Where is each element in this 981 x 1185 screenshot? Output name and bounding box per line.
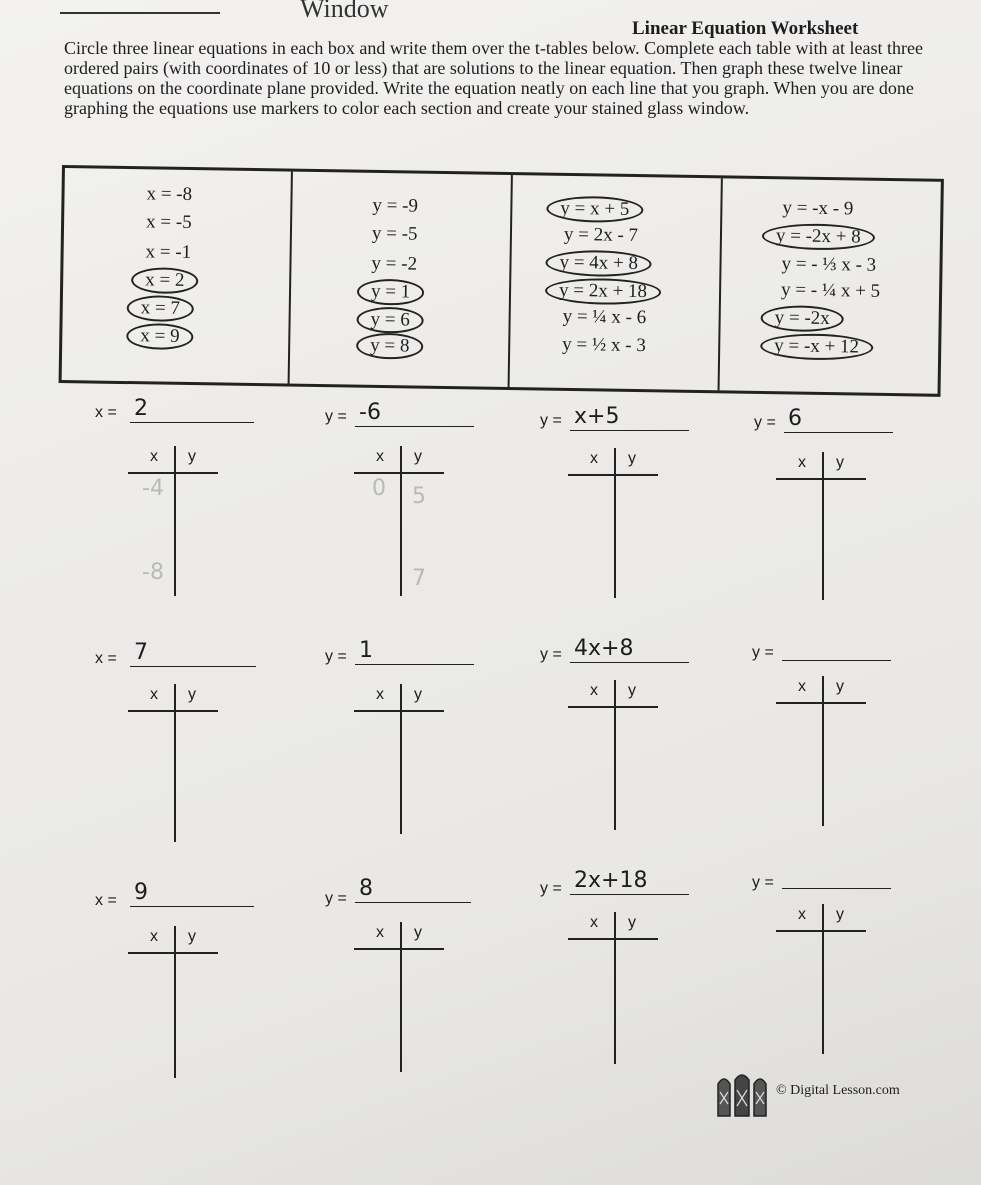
t-table-x-header: x (798, 906, 806, 923)
t-table (128, 684, 218, 712)
equation-option[interactable]: y = -2 (371, 252, 418, 275)
equation-option[interactable]: y = -x - 9 (782, 197, 854, 220)
eq-answer-line[interactable]: 4x+8 (570, 638, 689, 663)
eq-label: y = (325, 890, 347, 907)
equation-option[interactable]: y = - ⅓ x - 3 (781, 253, 877, 276)
equation-option-circled[interactable]: x = 2 (131, 267, 199, 294)
eq-label: y = (752, 874, 774, 891)
equation-option-circled[interactable]: y = -2x + 8 (762, 223, 875, 251)
equation-option[interactable]: x = -8 (146, 183, 193, 206)
equation-box-negative-slope (720, 178, 941, 393)
equation-option[interactable]: y = ¼ x - 6 (562, 305, 647, 329)
eq-answer-line[interactable]: -6 (355, 402, 474, 427)
t-table-x-header: x (798, 678, 806, 695)
t-table-x-header: x (150, 448, 158, 465)
equation-option-circled[interactable]: y = 1 (357, 279, 425, 306)
eq-answer-line[interactable] (782, 864, 891, 889)
equation-option-circled[interactable]: y = 2x + 18 (545, 278, 661, 306)
equation-option-circled[interactable]: y = 6 (356, 307, 424, 334)
eq-label: y = (540, 880, 562, 897)
eq-label: x = (95, 404, 117, 421)
eq-answer-line[interactable]: 2 (130, 398, 254, 423)
t-table-y-header: y (628, 450, 636, 467)
equation-option[interactable]: y = ½ x - 3 (562, 333, 646, 357)
decorative-border (60, 0, 220, 14)
eq-label: y = (540, 646, 562, 663)
t-table-y-header: y (188, 448, 196, 465)
eq-label: y = (752, 644, 774, 661)
instructions: Circle three linear equations in each box and write them over the t-tables below. Complete each table with at least three ordered pairs (with coordinates of 10 or less) that are solutions to the linear equation. Then graph these twelve linear equations on the coordinate plane provided. Write the equation neatly on each line that you graph. When you are done graphing the equations use markers to color each section and create your stained glass window. (64, 38, 924, 118)
t-table-x-header: x (150, 686, 158, 703)
t-table-y-header: y (188, 686, 196, 703)
eq-answer-line[interactable]: 9 (130, 882, 254, 907)
eq-answer-line[interactable]: 8 (355, 878, 471, 903)
eq-answer-line[interactable] (782, 636, 891, 661)
t-table-x-header: x (376, 924, 384, 941)
t-table-x-header: x (798, 454, 806, 471)
equation-option[interactable]: y = -5 (371, 222, 418, 245)
eq-answer-line[interactable]: 6 (784, 408, 893, 433)
window-heading: Window (300, 0, 389, 23)
equation-box-horizontal (290, 172, 513, 387)
equation-box-positive-slope (510, 175, 723, 390)
t-table-y-header: y (628, 914, 636, 931)
eq-label: y = (325, 648, 347, 665)
eq-answer-line[interactable]: 7 (130, 642, 256, 667)
equation-option[interactable]: y = - ¼ x + 5 (780, 279, 881, 302)
stained-glass-window-icon (716, 1070, 768, 1118)
t-table-x-header: x (376, 448, 384, 465)
equation-option-circled[interactable]: y = -2x (760, 305, 843, 332)
t-table (776, 452, 866, 480)
t-table-y-header: y (188, 928, 196, 945)
t-table-y-header: y (628, 682, 636, 699)
worksheet-title: Linear Equation Worksheet (632, 18, 859, 39)
t-table-x-header: x (590, 682, 598, 699)
eq-label: y = (540, 412, 562, 429)
t-table-y-header: y (836, 678, 844, 695)
t-table-y-header: y (836, 454, 844, 471)
eq-answer-line[interactable]: 1 (355, 640, 474, 665)
equation-option-circled[interactable]: y = 4x + 8 (545, 250, 652, 278)
t-table (354, 922, 444, 950)
equation-box-vertical (62, 168, 293, 384)
copyright-footer: © Digital Lesson.com (776, 1083, 900, 1098)
t-table (354, 684, 444, 712)
t-table (354, 446, 444, 474)
t-table-y-header: y (414, 686, 422, 703)
t-table-y-header: y (414, 448, 422, 465)
eq-label: y = (325, 408, 347, 425)
eq-answer-line[interactable]: 2x+18 (570, 870, 689, 895)
equation-option[interactable]: y = -9 (372, 194, 419, 217)
equation-option-circled[interactable]: y = -x + 12 (760, 333, 873, 361)
equation-option[interactable]: x = -1 (145, 241, 192, 264)
t-table (128, 926, 218, 954)
t-table-x-header: x (376, 686, 384, 703)
t-table (128, 446, 218, 474)
eq-label: x = (95, 650, 117, 667)
eq-label: y = (754, 414, 776, 431)
eq-label: x = (95, 892, 117, 909)
equation-option[interactable]: x = -5 (145, 211, 192, 234)
t-table (568, 912, 658, 940)
equation-option-circled[interactable]: y = x + 5 (546, 196, 643, 224)
t-table-x-header: x (590, 914, 598, 931)
t-table-y-header: y (836, 906, 844, 923)
t-table-x-header: x (590, 450, 598, 467)
t-table-y-header: y (414, 924, 422, 941)
t-table (568, 448, 658, 476)
equation-option-circled[interactable]: y = 8 (356, 333, 424, 360)
equation-option-circled[interactable]: x = 7 (127, 295, 195, 322)
equation-option[interactable]: y = 2x - 7 (563, 223, 639, 247)
eq-answer-line[interactable]: x+5 (570, 406, 689, 431)
t-table (568, 680, 658, 708)
t-table-x-header: x (150, 928, 158, 945)
equation-option-circled[interactable]: x = 9 (126, 323, 194, 350)
t-table (776, 904, 866, 932)
equation-box-table (59, 165, 944, 397)
t-table (776, 676, 866, 704)
